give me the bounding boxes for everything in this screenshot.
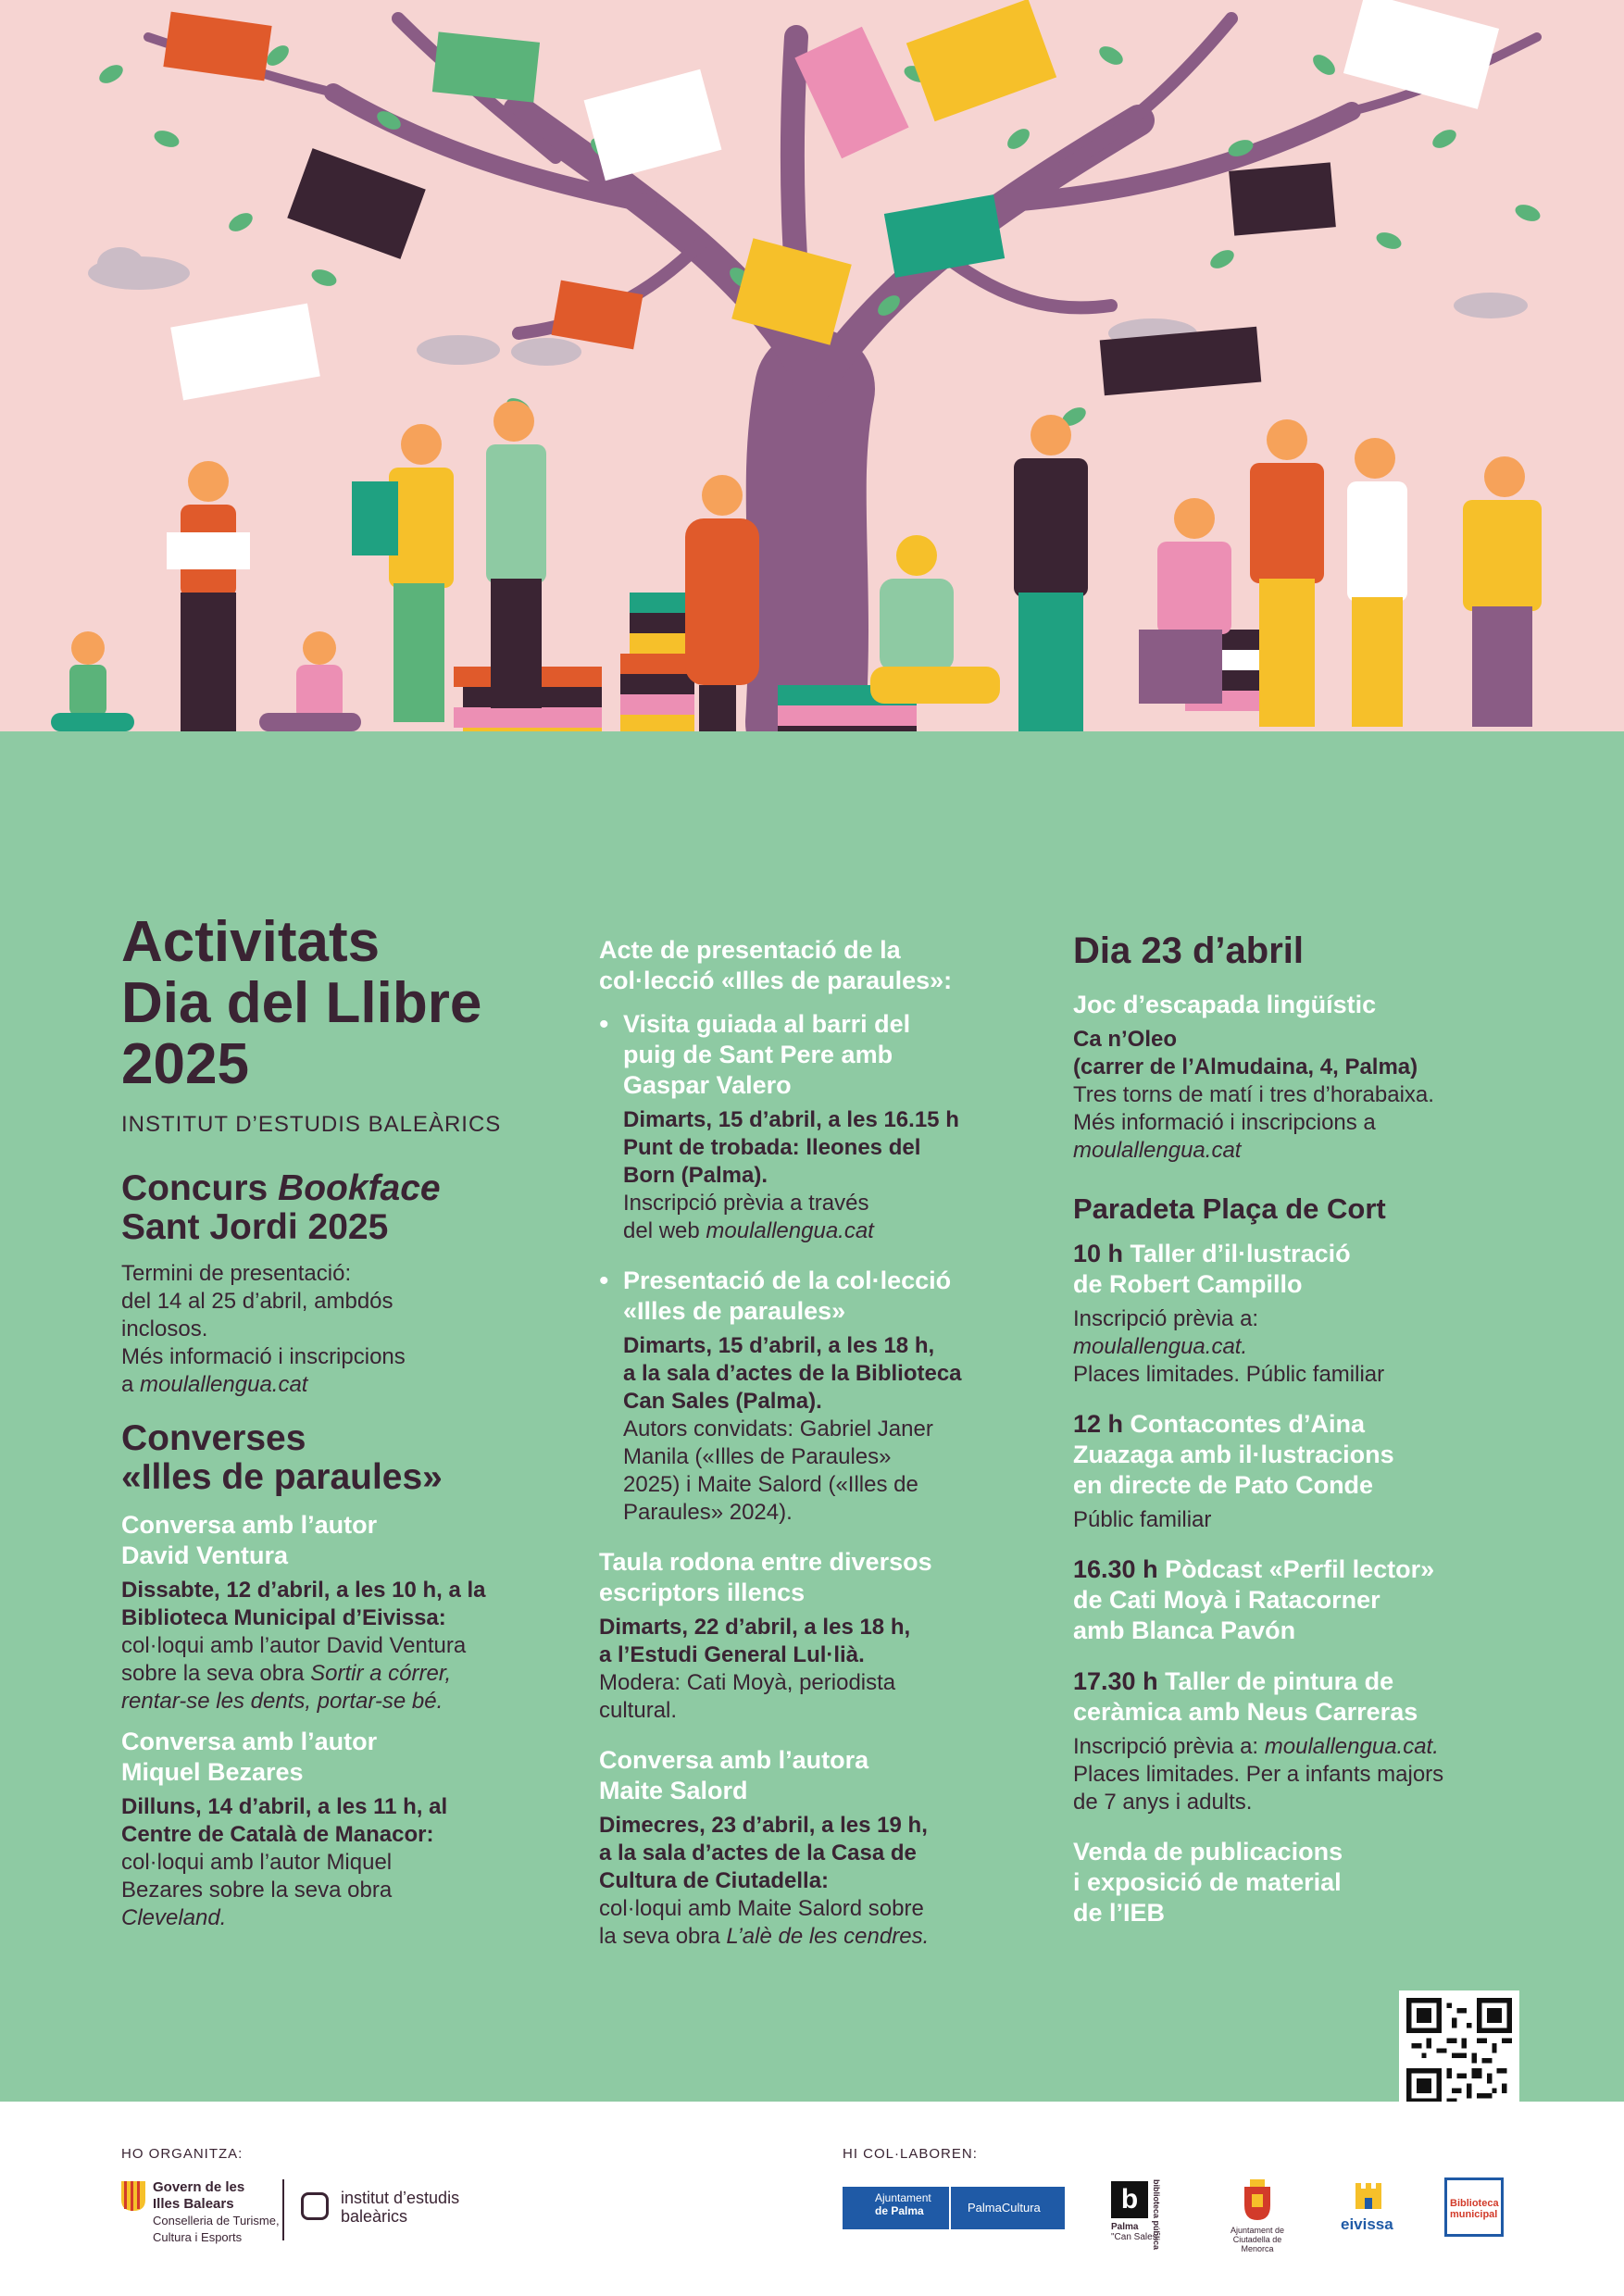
event-12h: 12 h Contacontes d’Aina Zuazaga amb il·lustracions en directe de Pato Conde Públic familiar — [1073, 1410, 1394, 1532]
column-1 — [121, 912, 566, 1953]
concurs-heading: Concurs Bookface Sant Jordi 2025 — [121, 1168, 441, 1247]
collaboren-label: HI COL·LABOREN: — [843, 2146, 978, 2162]
paradeta-heading: Paradeta Plaça de Cort — [1073, 1192, 1386, 1225]
biblioteca-b-icon: b — [1111, 2181, 1148, 2218]
column-2 — [599, 935, 1034, 1971]
page-title: Activitats Dia del Llibre 2025 — [121, 910, 482, 1096]
joc-link[interactable]: moulallengua.cat — [1073, 1138, 1242, 1163]
joc-escapada: Joc d’escapada lingüístic Ca n’Oleo (carrer de l’Almudaina, 4, Palma) Tres torns de matí i tres d’horabaixa. Més informació i inscripcions a moulallengua.cat — [1073, 990, 1536, 1165]
govern-shield-icon — [121, 2181, 145, 2211]
conversa-ventura: Conversa amb l’autor David Ventura Dissabte, 12 d’abril, a les 10 h, a la Biblioteca Municipal d’Eivissa: col·loqui amb l’autor David Ventura sobre la seva obra Sortir a córrer, rentar-se les dents, portar-se bé. — [121, 1510, 566, 1716]
concurs-link[interactable]: moulallengua.cat — [140, 1372, 308, 1397]
event-10h: 10 h Taller d’il·lustració de Robert Campillo Inscripció prèvia a: moulallengua.cat. Places limitades. Públic familiar — [1073, 1240, 1385, 1387]
conversa-bezares-title: Conversa amb l’autor Miquel Bezares — [121, 1728, 378, 1786]
venda-text: Venda de publicacions i exposició de material de l’IEB — [1073, 1838, 1343, 1927]
day-heading: Dia 23 d’abril — [1073, 930, 1304, 971]
conversa-ventura-title: Conversa amb l’autor David Ventura — [121, 1511, 378, 1569]
concurs-section — [121, 1169, 566, 1399]
qr-code[interactable] — [1399, 1990, 1519, 2111]
eivissa-castle-icon — [1352, 2179, 1385, 2213]
visita-guiada: • Visita guiada al barri del puig de Sant Pere amb Gaspar Valero Dimarts, 15 d’abril, a les 16.15 h Punt de trobada: lleones del Born (Palma). Inscripció prèvia a través del web moulallengua.cat — [599, 1009, 1034, 1245]
column-3 — [1073, 930, 1536, 1934]
taula-rodona: Taula rodona entre diversos escriptors illencs Dimarts, 22 d’abril, a les 18 h, a l’Estudi General Lul·lià. Modera: Cati Moyà, periodista cultural. — [599, 1548, 932, 1723]
ieb-logo-icon — [301, 2192, 329, 2220]
acte-heading: Acte de presentació de la col·lecció «Illes de paraules»: — [599, 936, 953, 994]
converses-section — [121, 1419, 566, 1932]
concurs-text: Termini de presentació: del 14 al 25 d’abril, ambdós inclosos. Més informació i inscripcions a moulallengua.cat — [121, 1261, 406, 1397]
conversa-bezares: Conversa amb l’autor Miquel Bezares Dilluns, 14 d’abril, a les 11 h, al Centre de Català de Manacor: col·loqui amb l’autor Miquel Bezares sobre la seva obra Cleveland. — [121, 1727, 566, 1932]
institution-name: INSTITUT D’ESTUDIS BALEÀRICS — [121, 1112, 502, 1137]
converses-heading: Converses «Illes de paraules» — [121, 1418, 443, 1497]
organitza-label: HO ORGANITZA: — [121, 2146, 244, 2162]
ciutadella-crest-icon — [1241, 2179, 1274, 2222]
event-1630h: 16.30 h Pòdcast «Perfil lector» de Cati Moyà i Ratacorner amb Blanca Pavón — [1073, 1555, 1435, 1644]
presentacio-colleccio: • Presentació de la col·lecció «Illes de paraules» Dimarts, 15 d’abril, a les 18 h, a la sala d’actes de la Biblioteca Can Sales (Palma). Autors convidats: Gabriel Janer Manila («Illes de Paraules» 2025) i Maite Salord («Illes de Paraules» 2024). — [599, 1266, 1034, 1527]
footer: HO ORGANITZA: HI COL·LABOREN: Govern de les Illes Balears Conselleria de Turisme, Cultura i Esports institut d’estudis baleàrics Ajuntament de Palma PalmaCultura b biblioteca pública Palma "Can Sales" Ajuntament de Ciutadella de Menorca eivissa Biblioteca municipal — [0, 2102, 1624, 2296]
conversa-salord: Conversa amb l’autora Maite Salord Dimecres, 23 d’abril, a les 19 h, a la sala d’actes de la Casa de Cultura de Ciutadella: col·loqui amb Maite Salord sobre la seva obra L’alè de les cendres. — [599, 1746, 930, 1949]
event-1730h: 17.30 h Taller de pintura de ceràmica amb Neus Carreras Inscripció prèvia a: moulallengua.cat. Places limitades. Per a infants majors de 7 anys i adults. — [1073, 1667, 1444, 1815]
footer-divider — [282, 2179, 284, 2240]
visita-link[interactable]: moulallengua.cat — [706, 1218, 874, 1243]
